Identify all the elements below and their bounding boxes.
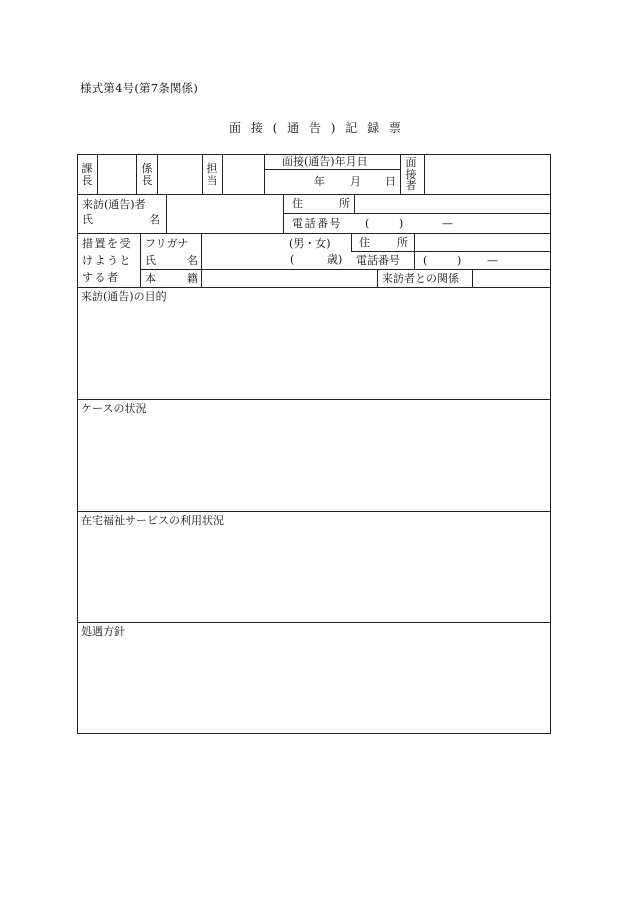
date-year-label: 年 xyxy=(314,175,325,188)
relation-label: 来訪者との関係 xyxy=(382,272,459,285)
home-welfare-section-label: 在宅福祉サービスの利用状況 xyxy=(81,514,224,527)
kacho-stamp-cell[interactable] xyxy=(98,155,136,194)
case-status-section-label: ケースの状況 xyxy=(81,402,147,415)
subject-phone-open-paren: ( xyxy=(423,254,428,267)
visitor-address-label-b: 所 xyxy=(339,197,350,210)
policy-section[interactable] xyxy=(77,623,551,733)
date-day-label: 日 xyxy=(385,175,396,188)
visitor-phone-label: 電話番号 xyxy=(292,217,342,230)
subject-phone-field[interactable] xyxy=(415,252,550,269)
subject-address-label-b: 所 xyxy=(397,236,408,249)
kakaricho-label: 係長 xyxy=(141,162,153,187)
interview-date-label: 面接(通告)年月日 xyxy=(282,155,368,168)
visitor-phone-close-paren: ) xyxy=(399,217,404,230)
subject-name-label-b: 名 xyxy=(187,254,198,267)
subject-name-label-a: 氏 xyxy=(145,254,156,267)
visitor-phone-dash: — xyxy=(442,217,453,230)
visitor-name-label-a: 氏 xyxy=(82,213,93,226)
subject-label-line2: けようと xyxy=(82,254,132,267)
visitor-address-label-a: 住 xyxy=(292,197,303,210)
purpose-section-label: 来訪(通告)の目的 xyxy=(81,290,167,303)
visitor-name-field[interactable] xyxy=(167,195,283,233)
subject-label-line1: 措置を受 xyxy=(82,237,132,250)
home-welfare-section[interactable] xyxy=(77,512,551,622)
form-title: 面 接 ( 通 告 ) 記 録 票 xyxy=(229,121,401,135)
kacho-label: 課長 xyxy=(81,162,93,187)
visitor-label: 来訪(通告)者 xyxy=(82,198,146,211)
policy-section-label: 処遇方針 xyxy=(81,625,125,638)
visitor-address-field[interactable] xyxy=(355,195,550,213)
subject-address-field[interactable] xyxy=(415,234,550,251)
honseki-field[interactable] xyxy=(202,270,377,287)
purpose-section[interactable] xyxy=(77,288,551,399)
tanto-stamp-cell[interactable] xyxy=(223,155,264,194)
furigana-label: フリガナ xyxy=(145,237,189,250)
interview-date-field[interactable] xyxy=(265,170,400,194)
interviewer-stamp-cell[interactable] xyxy=(425,155,550,194)
case-status-section[interactable] xyxy=(77,400,551,511)
visitor-phone-field[interactable] xyxy=(355,214,550,233)
age-open-paren: ( xyxy=(290,253,295,266)
record-sheet xyxy=(77,154,551,734)
subject-address-label-a: 住 xyxy=(359,236,370,249)
tanto-label: 担当 xyxy=(206,162,218,187)
subject-label-line3: する者 xyxy=(82,271,120,284)
subject-phone-close-paren: ) xyxy=(457,254,462,267)
relation-field[interactable] xyxy=(473,270,550,287)
age-unit-label: 歳) xyxy=(327,253,343,266)
gender-label: (男・女) xyxy=(289,237,331,250)
visitor-phone-open-paren: ( xyxy=(365,217,370,230)
visitor-name-label-b: 名 xyxy=(149,213,160,226)
kakaricho-stamp-cell[interactable] xyxy=(158,155,202,194)
honseki-label-b: 籍 xyxy=(187,272,198,285)
date-month-label: 月 xyxy=(350,175,361,188)
interviewer-label: 面接者 xyxy=(405,156,417,192)
honseki-label-a: 本 xyxy=(145,272,156,285)
subject-phone-dash: — xyxy=(487,254,498,267)
subject-phone-label: 電話番号 xyxy=(356,254,400,267)
form-number: 様式第4号(第7条関係) xyxy=(80,81,199,95)
